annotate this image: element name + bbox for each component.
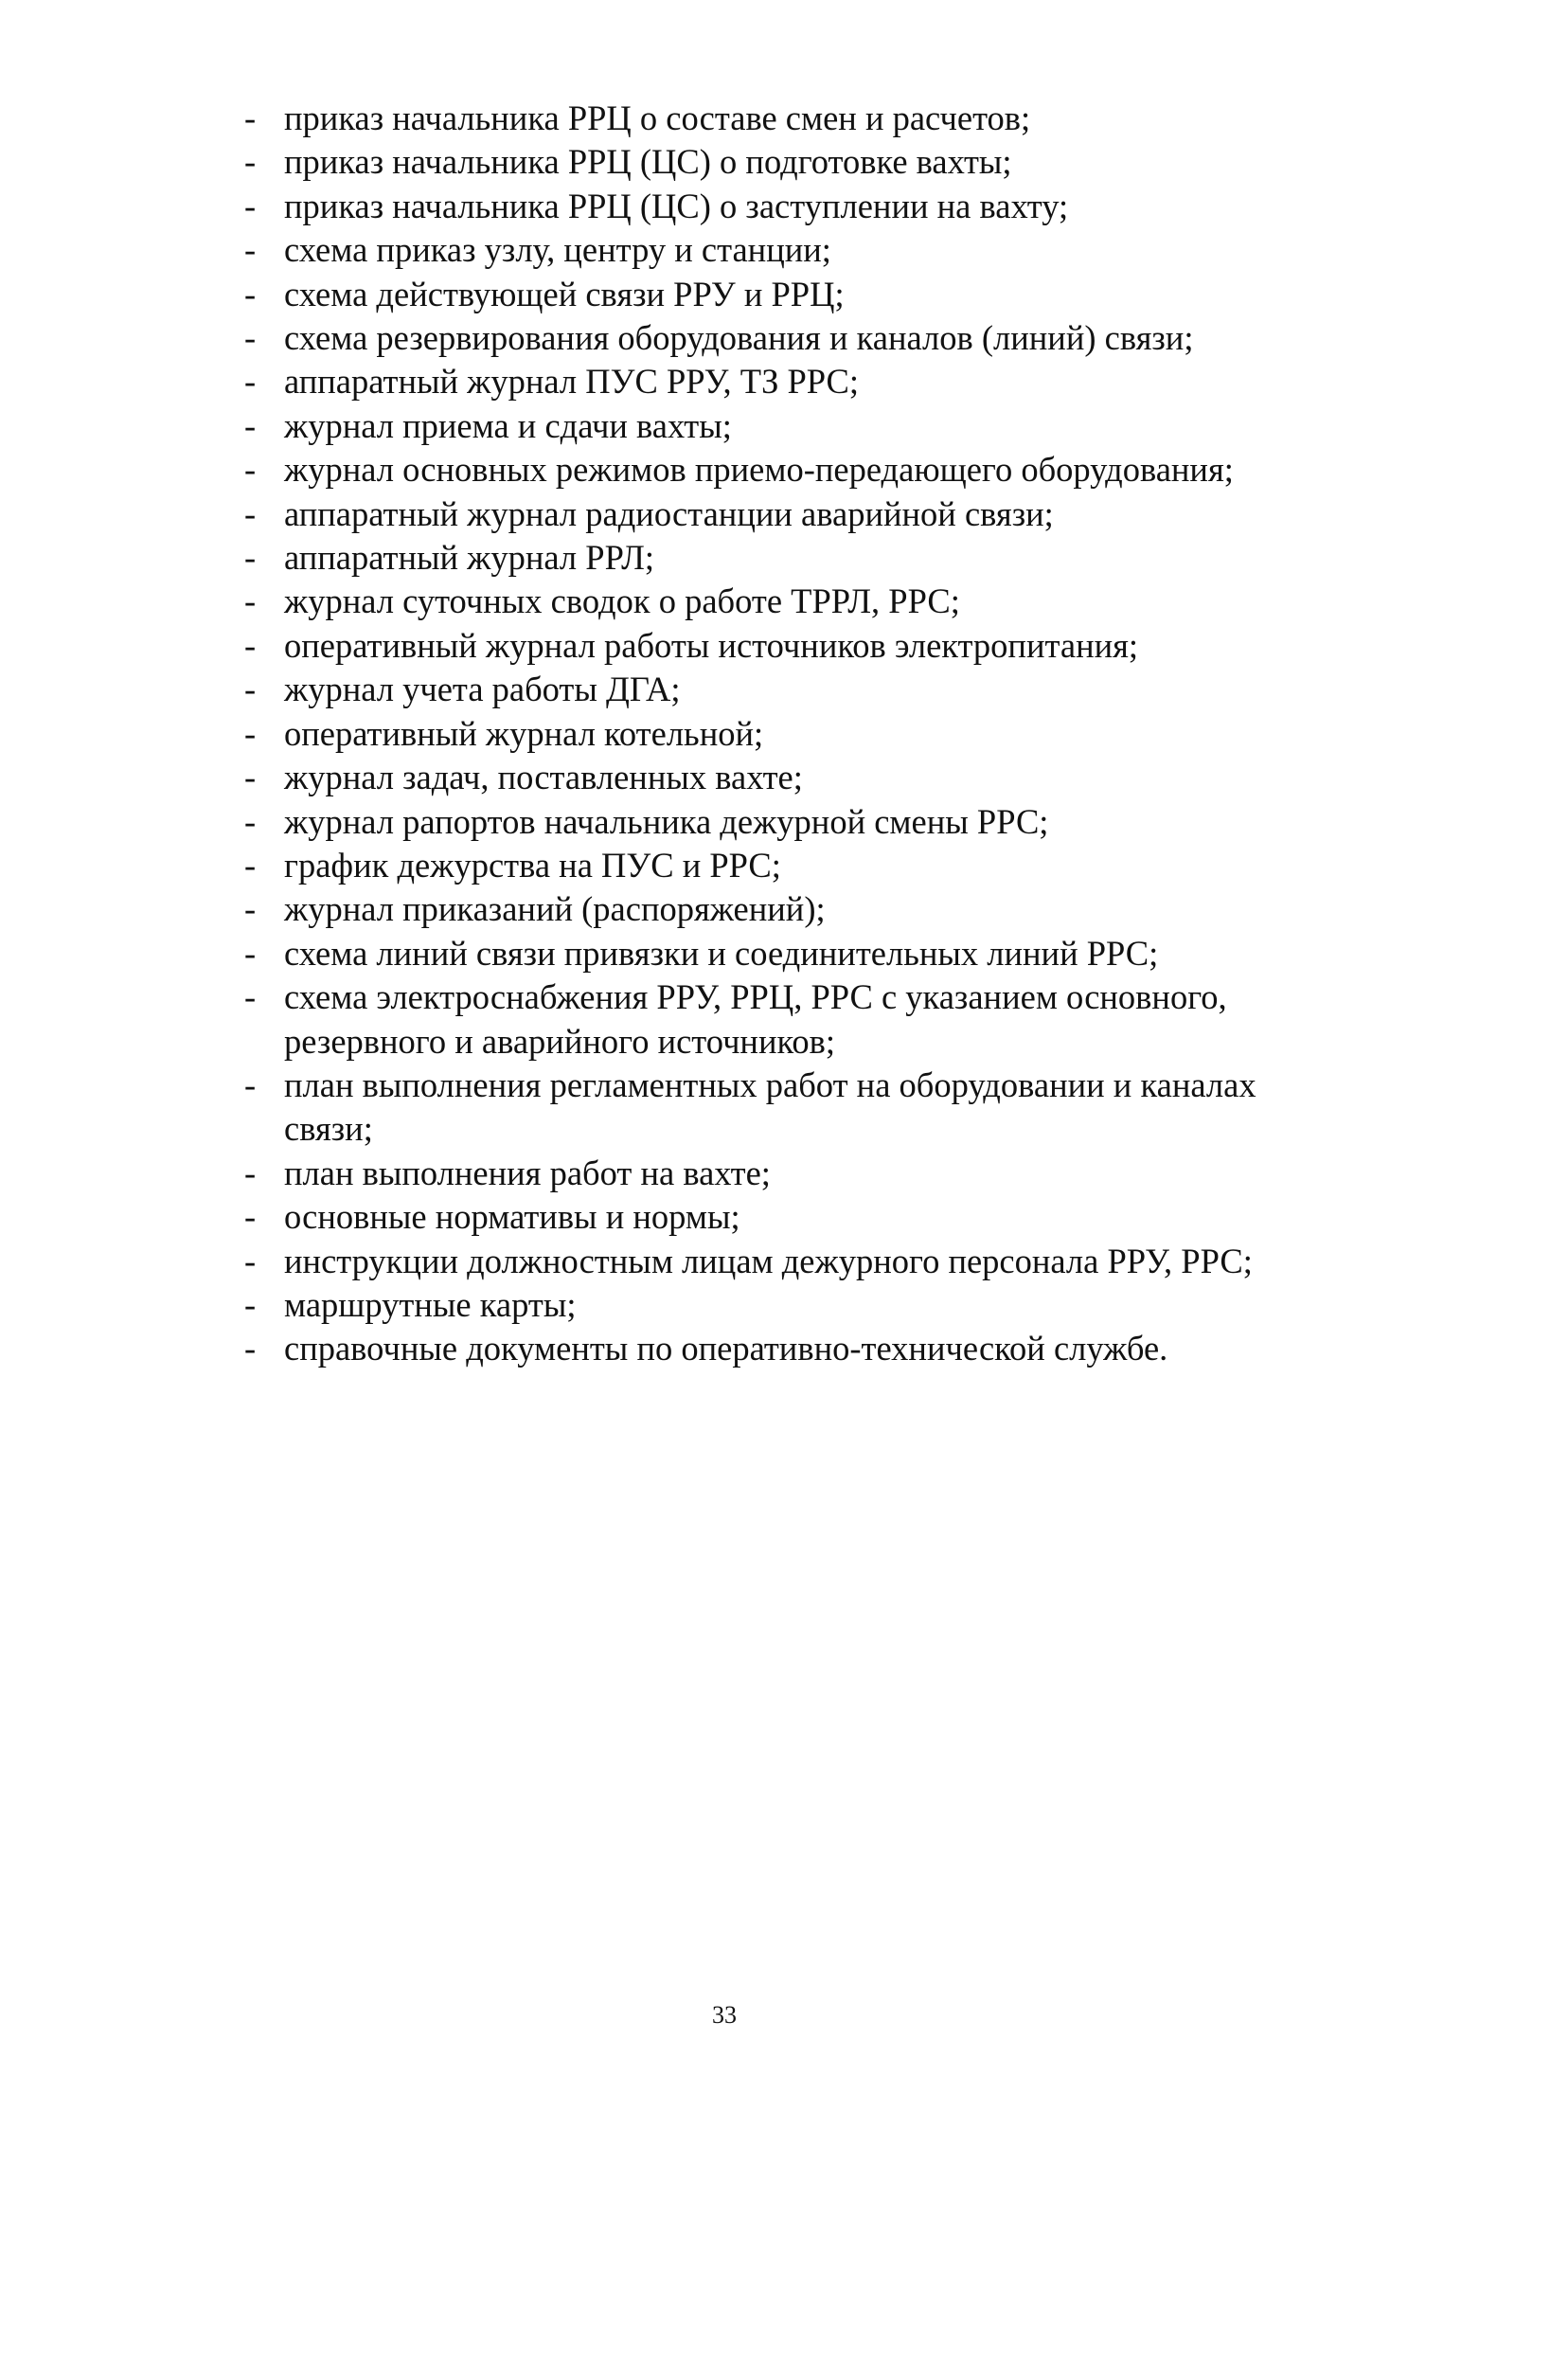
list-item <box>244 536 1343 580</box>
list-bullet: - <box>244 186 257 225</box>
list-item <box>244 756 1343 799</box>
list-item-text: журнал основных режимов приемо-передающего оборудования; <box>284 450 1234 490</box>
list-item <box>244 887 1343 931</box>
list-item-text: справочные документы по оперативно-технической службе. <box>284 1329 1168 1368</box>
list-item-text: схема приказ узлу, центру и станции; <box>284 230 831 270</box>
list-bullet: - <box>244 318 257 358</box>
list-item-text: график дежурства на ПУС и РРС; <box>284 845 781 885</box>
list-item-text: приказ начальника РРЦ (ЦС) о подготовке вахты; <box>284 142 1012 182</box>
list-bullet: - <box>244 493 257 533</box>
list-bullet: - <box>244 405 257 445</box>
list-item <box>244 800 1343 844</box>
list-item-text: приказ начальника РРЦ (ЦС) о заступлении на вахту; <box>284 186 1069 225</box>
list-item-text: приказ начальника РРЦ о составе смен и расчетов; <box>284 98 1031 137</box>
list-item <box>244 975 1343 1064</box>
list-item-text: схема резервирования оборудования и каналов (линий) связи; <box>284 318 1194 358</box>
list-item <box>244 140 1343 184</box>
list-item-text: журнал суточных сводок о работе ТРРЛ, РРС; <box>284 581 960 621</box>
list-item <box>244 668 1343 711</box>
list-item <box>244 1283 1343 1327</box>
list-item-text: аппаратный журнал РРЛ; <box>284 538 655 578</box>
list-bullet: - <box>244 142 257 182</box>
list-bullet: - <box>244 1284 257 1324</box>
list-item-text: оперативный журнал котельной; <box>284 713 764 753</box>
list-bullet: - <box>244 845 257 885</box>
list-item <box>244 228 1343 272</box>
list-item-text: маршрутные карты; <box>284 1284 577 1324</box>
list-bullet: - <box>244 274 257 313</box>
list-item-text: аппаратный журнал ПУС РРУ, ТЗ РРС; <box>284 362 860 402</box>
list-item <box>244 1152 1343 1195</box>
list-bullet: - <box>244 1197 257 1237</box>
list-item <box>244 316 1343 360</box>
list-item <box>244 492 1343 536</box>
list-item-text: журнал приема и сдачи вахты; <box>284 405 732 445</box>
list-item <box>244 1195 1343 1239</box>
list-bullet: - <box>244 1153 257 1192</box>
list-item <box>244 448 1343 492</box>
list-bullet: - <box>244 1241 257 1280</box>
list-bullet: - <box>244 625 257 665</box>
document-list <box>244 97 1343 1371</box>
list-item-text: план выполнения работ на вахте; <box>284 1153 771 1192</box>
list-item-text: схема электроснабжения РРУ, РРЦ, РРС с указанием основного, резервного и аварийного источников; <box>284 977 1227 1061</box>
page-number: 33 <box>712 2001 737 2029</box>
list-item-text: схема действующей связи РРУ и РРЦ; <box>284 274 845 313</box>
list-item <box>244 185 1343 228</box>
list-bullet: - <box>244 581 257 621</box>
list-item-text: оперативный журнал работы источников электропитания; <box>284 625 1139 665</box>
list-bullet: - <box>244 362 257 402</box>
list-bullet: - <box>244 933 257 973</box>
list-bullet: - <box>244 230 257 270</box>
list-bullet: - <box>244 98 257 137</box>
list-item <box>244 97 1343 140</box>
list-bullet: - <box>244 889 257 929</box>
list-bullet: - <box>244 758 257 797</box>
list-bullet: - <box>244 801 257 841</box>
list-bullet: - <box>244 977 257 1017</box>
list-item <box>244 273 1343 316</box>
list-item <box>244 844 1343 887</box>
list-item-text: журнал рапортов начальника дежурной смены РРС; <box>284 801 1049 841</box>
list-item-text: журнал учета работы ДГА; <box>284 670 681 709</box>
list-item-text: схема линий связи привязки и соединительных линий РРС; <box>284 933 1159 973</box>
list-item-text: инструкции должностным лицам дежурного персонала РРУ, РРС; <box>284 1241 1253 1280</box>
list-bullet: - <box>244 713 257 753</box>
list-item-text: аппаратный журнал радиостанции аварийной связи; <box>284 493 1054 533</box>
list-item-text: журнал приказаний (распоряжений); <box>284 889 826 929</box>
list-item <box>244 932 1343 975</box>
list-item-text: основные нормативы и нормы; <box>284 1197 740 1237</box>
list-bullet: - <box>244 1064 257 1104</box>
list-item <box>244 360 1343 403</box>
list-bullet: - <box>244 538 257 578</box>
list-item-text: план выполнения регламентных работ на оборудовании и каналах связи; <box>284 1064 1256 1149</box>
list-item-text: журнал задач, поставленных вахте; <box>284 758 803 797</box>
list-bullet: - <box>244 1329 257 1368</box>
list-item <box>244 712 1343 756</box>
list-bullet: - <box>244 450 257 490</box>
list-item <box>244 1240 1343 1283</box>
list-item <box>244 624 1343 668</box>
list-item <box>244 404 1343 448</box>
list-item <box>244 1064 1343 1152</box>
list-item <box>244 1327 1343 1370</box>
list-item <box>244 580 1343 623</box>
list-bullet: - <box>244 670 257 709</box>
